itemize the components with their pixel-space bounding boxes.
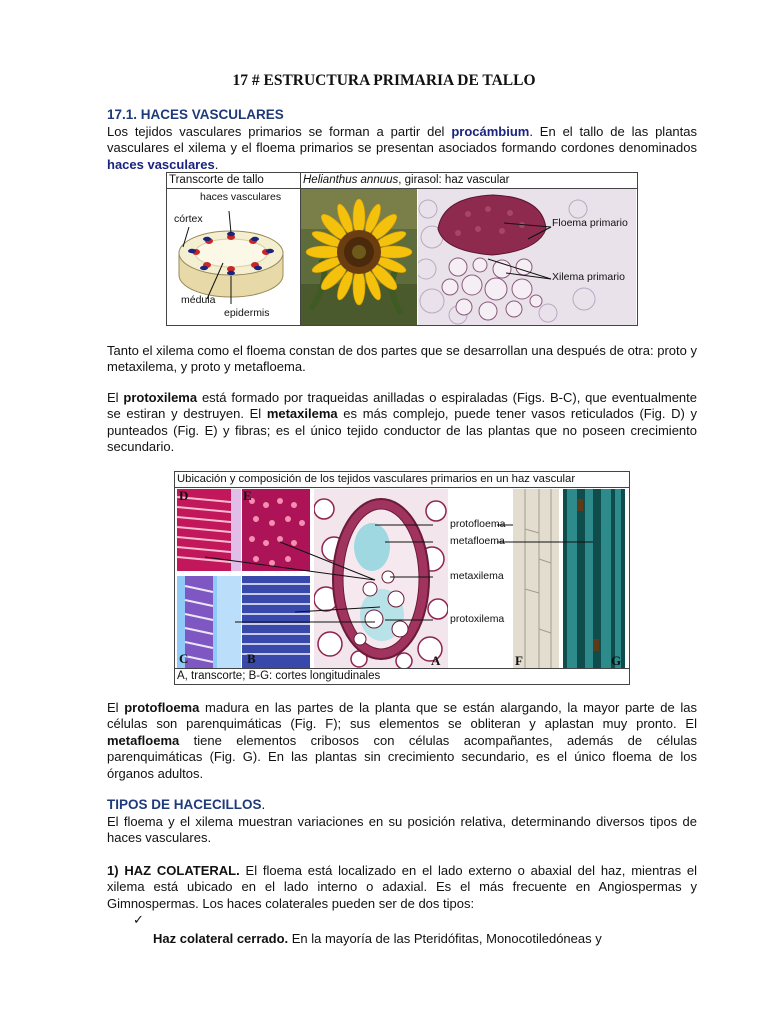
figure-letter-f: F (515, 653, 523, 668)
figure-letter-g: G (611, 653, 622, 668)
figure2-caption-bottom: A, transcorte; B-G: cortes longitudinales (177, 670, 381, 682)
figure2-caption-top: Ubicación y composición de los tejidos vasculares primarios en un haz vascular (177, 473, 576, 485)
paragraph-protofloema: El protofloema madura en las partes de la planta que se están alargando, la mayor parte de las células son parenquimáticas (Fig. F); sus elementos se obliteran y aplastan muy pronto. El metafloema tiene elementos cribosos con células acompañantes, además de células parenquimáticas (Fig. G). En las plantas sin crecimiento secundario, es el único floema de los órganos adultos. (107, 700, 697, 781)
figure-letter-c: C (179, 651, 189, 666)
figure-letter-b: B (247, 651, 256, 666)
sunflower-photo (301, 189, 417, 325)
paragraph-intro: Los tejidos vasculares primarios se forman a partir del procámbium. En el tallo de las plantas vasculares el xilema y el floema primarios se presentan asociados formando cordones denominados haces vasculares. (107, 124, 697, 172)
section-heading-tipos: TIPOS DE HACECILLOS. (107, 797, 266, 812)
label-metafloema: metafloema (450, 535, 505, 547)
figure-vascular-tissues (174, 471, 630, 685)
label-protoxilema: protoxilema (450, 613, 505, 625)
keyword-procambium: procámbium (451, 124, 530, 139)
label-xilema-primario: Xilema primario (552, 271, 625, 283)
keyword-haz-colateral-cerrado: Haz colateral cerrado. (153, 931, 289, 946)
figure-divider (175, 668, 629, 669)
vascular-bundle-micrograph (418, 189, 636, 325)
paragraph-tipos: El floema y el xilema muestran variaciones en su posición relativa, determinando diversos tipos de haces vasculares. (107, 814, 697, 846)
label-cortex: córtex (174, 213, 203, 225)
label-floema-primario: Floema primario (552, 217, 628, 229)
section-heading-haces: 17.1. HACES VASCULARES (107, 107, 284, 122)
figure-letter-d: D (179, 488, 189, 503)
keyword-haces-vasculares: haces vasculares (107, 156, 215, 172)
label-epidermis: epidermis (224, 307, 270, 319)
paragraph-proto-meta: Tanto el xilema como el floema constan de dos partes que se desarrollan una después de otra: proto y metaxilema, y proto y metafloema. (107, 343, 697, 375)
label-protofloema: protofloema (450, 518, 506, 530)
paragraph-protoxilema: El protoxilema está formado por traqueidas anilladas o espiraladas (Figs. B-C), que eventualmente se estiran y destruyen. El metaxilema es más complejo, puede tener vasos reticulados (Fig. D) y punteados (Fig. E) y fibras; es el único tejido conductor de las plantas que no poseen crecimiento secundario. (107, 390, 697, 455)
paragraph-haz-colateral-cerrado: Haz colateral cerrado. En la mayoría de las Pteridófitas, Monocotiledóneas y (153, 931, 602, 946)
figure-letter-e: E (243, 488, 252, 503)
figure-stem-cross-section (166, 172, 638, 326)
label-medula: médula (181, 294, 216, 306)
label-metaxilema: metaxilema (450, 570, 504, 582)
figure-letter-a: A (431, 653, 441, 668)
keyword-haz-colateral: 1) HAZ COLATERAL. (107, 863, 240, 878)
keyword-metaxilema: metaxilema (266, 406, 338, 422)
page-title: 17 # ESTRUCTURA PRIMARIA DE TALLO (232, 72, 536, 89)
figure1-caption-right: Helianthus annuus, girasol: haz vascular (303, 174, 510, 186)
checkmark-icon: ✓ (133, 912, 144, 927)
keyword-metafloema: metafloema (107, 732, 180, 748)
figure1-caption-left: Transcorte de tallo (169, 174, 264, 186)
keyword-protofloema: protofloema (124, 700, 200, 715)
paragraph-haz-colateral: 1) HAZ COLATERAL. El floema está localizado en el lado externo o abaxial del haz, mientras el xilema está ubicado en el lado interno o adaxial. Es el más frecuente en Angiospermas y Gimnospermas. Los haces colaterales pueden ser de dos tipos: (107, 863, 698, 911)
keyword-protoxilema: protoxilema (123, 390, 198, 405)
label-haces-vasculares: haces vasculares (200, 191, 282, 203)
